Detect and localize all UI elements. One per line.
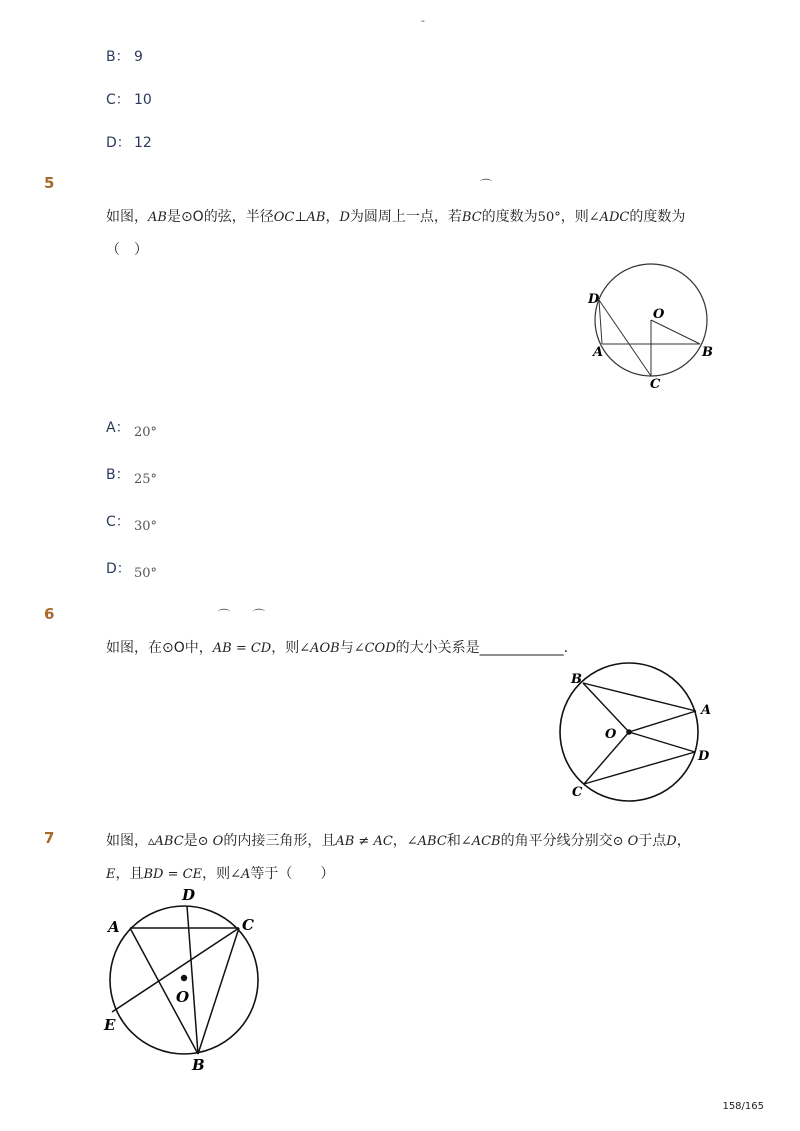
option-value: 20° <box>134 425 158 440</box>
label-d: D <box>698 749 710 764</box>
chord-dc <box>599 300 651 376</box>
option-label: D： <box>106 135 131 151</box>
question-6-stem: 如图，在⊙O中，AB = CD，则∠AOB与∠COD的大小关系是____________. <box>106 640 569 656</box>
option-value: 25° <box>134 472 158 487</box>
label-o: O <box>605 727 617 742</box>
option-value: 30° <box>134 519 158 534</box>
label-d: D <box>588 292 600 307</box>
option-label: D： <box>106 561 131 577</box>
question-number-6: 6 <box>44 605 55 623</box>
header-mark: - <box>421 14 425 27</box>
option-value: 50° <box>134 566 158 581</box>
arc-mark-2: ⌒ <box>253 608 266 622</box>
label-d: D <box>182 886 196 904</box>
option-label: B： <box>106 49 130 65</box>
question-number-7: 7 <box>44 829 55 847</box>
label-a: A <box>108 918 120 936</box>
question-5-stem-line2: （ ） <box>106 242 148 258</box>
question-number-5: 5 <box>44 174 55 192</box>
question-7-stem-line2: E，且BD = CE，则∠A等于（ ） <box>106 866 335 882</box>
question-6-figure <box>556 656 716 804</box>
label-a: A <box>593 345 604 360</box>
center-dot <box>181 975 187 981</box>
option-value: 10 <box>134 92 152 108</box>
label-c: C <box>242 916 254 934</box>
answer-blank[interactable]: ____________ <box>479 640 564 656</box>
label-b: B <box>192 1056 205 1074</box>
q5-option-b[interactable] <box>106 464 158 487</box>
question-7-figure <box>102 884 272 1074</box>
label-c: C <box>650 377 661 392</box>
label-o: O <box>653 307 665 322</box>
option-label: C： <box>106 514 130 530</box>
option-label: C： <box>106 92 130 108</box>
option-value: 12 <box>134 135 152 151</box>
arc-mark: ⌒ <box>480 178 493 192</box>
option-b[interactable] <box>106 46 143 66</box>
q5-option-a[interactable] <box>106 417 158 440</box>
label-c: C <box>572 785 583 800</box>
question-5-stem: 如图，AB是⊙O的弦，半径OC⊥AB，D为圆周上一点，若BC的度数为50°，则∠ADC的度数为 <box>106 209 686 225</box>
question-7-stem: 如图，▵ABC是⊙ O的内接三角形，且AB ≠ AC，∠ABC和∠ACB的角平分线分别交⊙ O于点D， <box>106 833 691 849</box>
chord-da <box>599 300 602 344</box>
question-5-figure <box>585 258 717 394</box>
label-e: E <box>104 1016 116 1034</box>
page-number: 158/165 <box>722 1101 764 1112</box>
label-a: A <box>701 703 712 718</box>
label-o: O <box>176 988 190 1006</box>
arc-mark-1: ⌒ <box>218 608 231 622</box>
center-dot <box>626 729 632 735</box>
option-label: A： <box>106 420 130 436</box>
option-label: B： <box>106 467 130 483</box>
q5-option-d[interactable] <box>106 558 158 581</box>
q5-option-c[interactable] <box>106 511 158 534</box>
label-b: B <box>702 345 713 360</box>
radius-ob <box>651 320 700 344</box>
option-c[interactable] <box>106 89 152 109</box>
option-value: 9 <box>134 49 143 65</box>
label-b: B <box>571 672 582 687</box>
option-d[interactable] <box>106 132 152 152</box>
